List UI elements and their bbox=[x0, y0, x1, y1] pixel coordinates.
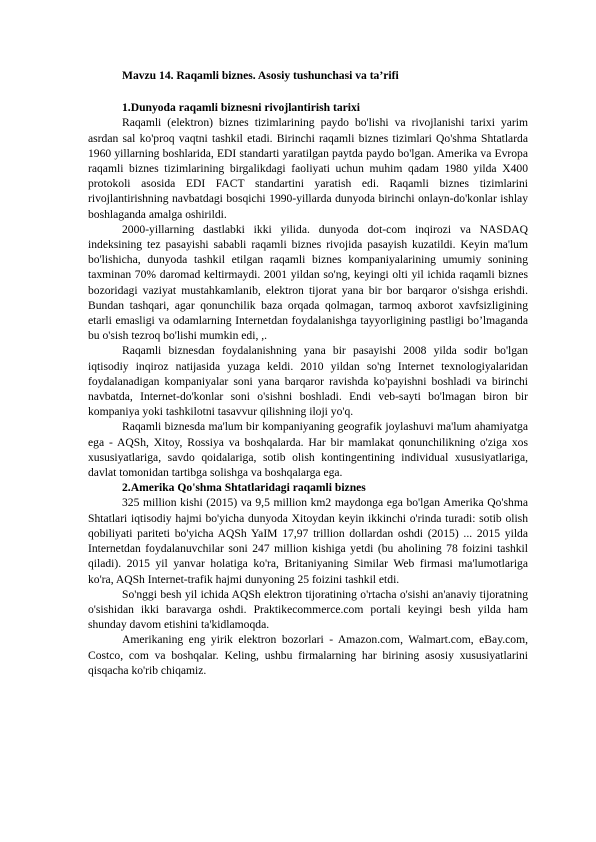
paragraph: So'nggi besh yil ichida AQSh elektron tijoratining o'rtacha o'sishi an'anaviy tijoratning o'sishidan ikki baravarga oshdi. Praktikecommerce.com portali keyingi besh yilda ham shunday davom etishini ta'kidlamoqda. bbox=[88, 587, 528, 632]
paragraph: Raqamli biznesda ma'lum bir kompaniyaning geografik joylashuvi ma'lum ahamiyatga ega - AQSh, Xitoy, Rossiya va boshqalarda. Har bir mamlakat qonunchilikning o'ziga xos xususiyatlariga, savdo qoidalariga, sotib olish kontingentining individual xususiyatlariga, davlat tomonidan tartibga solishga va boshqalarga ega. bbox=[88, 420, 528, 480]
section-heading-2: 2.Amerika Qo'shma Shtatlaridagi raqamli biznes bbox=[122, 481, 366, 495]
paragraph: Amerikaning eng yirik elektron bozorlari - Amazon.com, Walmart.com, eBay.com, Costco, com va boshqalar. Keling, ushbu firmalarning har birining asosiy xususiyatlarini qisqacha ko'rib chiqamiz. bbox=[88, 633, 528, 677]
document-title: Mavzu 14. Raqamli biznes. Asosiy tushunchasi va ta’rifi bbox=[122, 69, 399, 82]
paragraph: Raqamli (elektron) biznes tizimlarining paydo bo'lishi va rivojlanishi tarixi yarim asrdan sal ko'proq vaqtni tashkil etadi. Birinchi raqamli biznes tizimlari Qo'shma Shtatlarda 1960 yillarning boshlarida, EDI standarti yaratilgan paytda paydo bo'lgan. Amerika va Evropa raqamli biznes tizimlarining birgalikdagi faoliyati uchun muhim qadam 1980 yilda X400 protokoli asosida EDI FACT standartini yaratish edi. Raqamli biznes tizimlarini rivojlantirishning navbatdagi bosqichi 1990-yillarda dunyoda birinchi onlayn-do'konlar ishlay boshlaganda amalga oshirildi. bbox=[88, 116, 528, 221]
document-page bbox=[88, 68, 528, 678]
section-heading-1: 1.Dunyoda raqamli biznesni rivojlantirish tarixi bbox=[122, 101, 361, 115]
paragraph: 325 million kishi (2015) va 9,5 million km2 maydonga ega bo'lgan Amerika Qo'shma Shtatlari iqtisodiy hajmi bo'yicha dunyoda Xitoydan keyin ikkinchi o'rinda turadi: sotib olish qobiliyati pariteti bo'yicha AQSh YaIM 17,97 trillion dollardan oshdi (2015) ... 2015 yilda Internetdan foydalanuvchilar soni 247 million kishiga yetdi (bu aholining 78 foizini tashkil qiladi). 2015 yil yanvar holatiga ko'ra, Britaniyaning Similar Web firmasi ma'lumotlariga ko'ra, AQSh Internet-trafik hajmi dunyoning 25 foizini tashkil etdi. bbox=[88, 496, 528, 586]
paragraph: Raqamli biznesdan foydalanishning yana bir pasayishi 2008 yilda sodir bo'lgan iqtisodiy inqiroz natijasida yuzaga keldi. 2010 yildan so'ng Internet texnologiyalaridan foydalanadigan kompaniyalar soni yana barqaror ravishda ko'payishni boshladi va birinchi navbatda, Internet-do'konlar soni o'sishni boshladi. Endi veb-sayti bo'lmagan biron bir kompaniya yoki tashkilotni tasavvur qilishning iloji yo'q. bbox=[88, 344, 528, 419]
paragraph: 2000-yillarning dastlabki ikki yilida. dunyoda dot-com inqirozi va NASDAQ indeksining tez pasayishi sababli raqamli biznes rivojida pasayish kuzatildi. Keyin ma'lum bo'lishicha, dunyoda tashkil etilgan raqamli biznes kompaniyalarining umumiy sonining taxminan 70% daromad keltirmaydi. 2001 yildan so'ng, keyingi olti yil ichida raqamli biznes bozoridagi vaziyat mustahkamlanib, elektron tijorat yana bir bor barqaror o'sishga erishdi. Bundan tashqari, agar qonunchilik baza orqada qolmagan, tarmoq axborot xavfsizligining etarli emasligi va odamlarning Internetdan foydalanishga tayyorligining pastligi bo’lmaganda bu o'sish tezroq bo'lishi mumkin edi, ,. bbox=[88, 222, 528, 343]
